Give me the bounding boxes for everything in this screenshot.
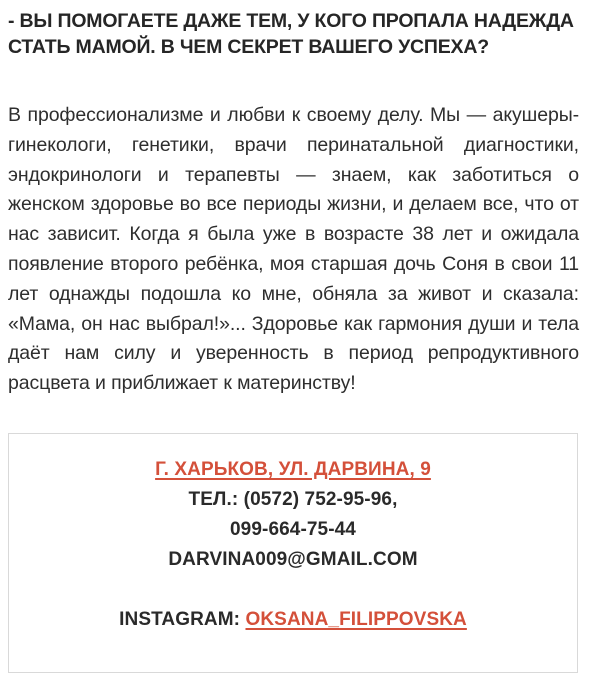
- phone-line-1: [9, 489, 577, 511]
- interview-answer: В профессионализме и любви к своему делу. Мы — акушеры-гинекологи, генетики, врачи перинатальной диагностики, эндокринологи и терапевты — знаем, как заботиться о женском здоровье во все периоды жизни, и делаем все, что от нас зависит. Когда я была уже в возрасте 38 лет и ожидала появление второго ребёнка, моя старшая дочь Соня в свои 11 лет однажды подошла ко мне, обняла за живот и сказала: «Мама, он нас выбрал!»... Здоровье как гармония души и тела даёт нам силу и уверенность в период репродуктивного расцвета и приближает к материнству!: [8, 104, 579, 395]
- interview-question: - ВЫ ПОМОГАЕТЕ ДАЖЕ ТЕМ, У КОГО ПРОПАЛА НАДЕЖДА СТАТЬ МАМОЙ. В ЧЕМ СЕКРЕТ ВАШЕГО УСПЕХА?: [8, 10, 574, 58]
- address-line: [9, 459, 577, 481]
- phone-label: ТЕЛ.:: [188, 489, 239, 510]
- address-link[interactable]: Г. ХАРЬКОВ, УЛ. ДАРВИНА, 9: [155, 459, 431, 480]
- instagram-line: [9, 609, 577, 631]
- instagram-label: INSTAGRAM:: [119, 609, 241, 630]
- phone-number-1: (0572) 752-95-96,: [243, 489, 398, 510]
- email-line: [9, 549, 577, 571]
- instagram-link[interactable]: OKSANA_FILIPPOVSKA: [245, 609, 467, 630]
- phone-line-2: [9, 519, 577, 541]
- phone-number-2: 099-664-75-44: [230, 519, 356, 540]
- contact-box: [8, 433, 578, 673]
- email-address: DARVINA009@GMAIL.COM: [168, 549, 418, 570]
